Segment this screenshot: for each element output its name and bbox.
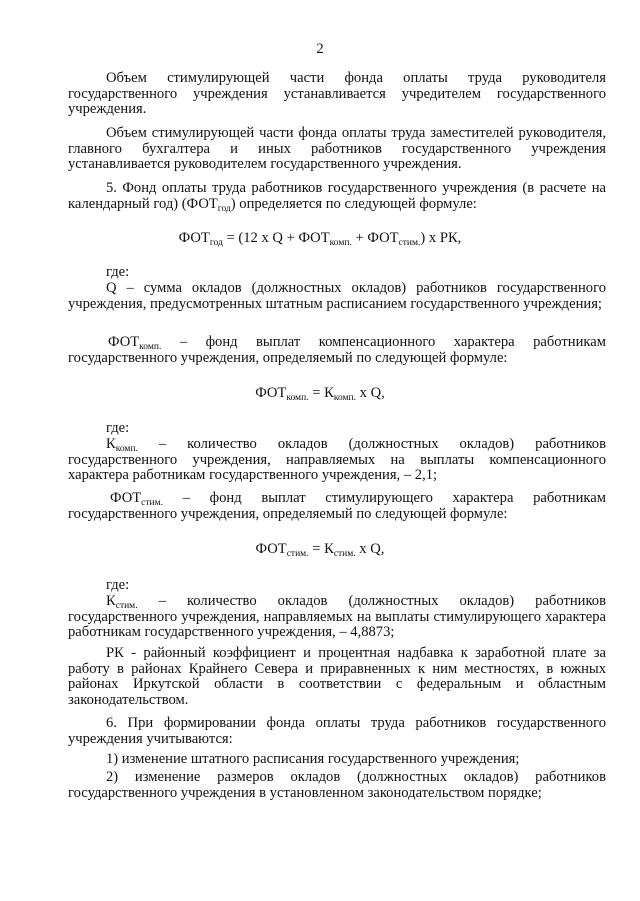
where-label-3: где: (106, 577, 130, 593)
list-item-2: 2) изменение размеров окладов (должностных окладов) работников государственного учреждения в установленном законодательством порядке; (68, 769, 606, 801)
definition-k-komp: $К_{комп.}$ – количество окладов (должностных окладов) работников государственного учреждения, направляемых на выплаты компенсационного характера работникам государственного учреждения, – 2,1; (68, 436, 606, 483)
paragraph-head-stimulating-fund: Объем стимулирующей части фонда оплаты труда руководителя государственного учреждения устанавливается учредителем государственного учреждения. (68, 70, 606, 117)
paragraph-deputies-stimulating-fund: Объем стимулирующей части фонда оплаты труда заместителей руководителя, главного бухгалтера и иных работников государственного учреждения устанавливается руководителем государственного учреждения. (68, 125, 606, 172)
definition-fot-stim: $ФОТ_{стим.}$ – фонд выплат стимулирующего характера работникам государственного учреждения, определяемый по следующей формуле: (68, 490, 606, 522)
definition-k-stim: $К_{стим.}$ – количество окладов (должностных окладов) работников государственного учреждения, направляемых на выплаты стимулирующего характера работникам государственного учреждения, – 4,8873; (68, 593, 606, 640)
page-number: 2 (316, 41, 324, 57)
list-item-1: 1) изменение штатного расписания государственного учреждения; (106, 751, 520, 767)
formula-annual-payroll: $ФОТ_{год} = (12$ х $Q + ФОТ_{комп.} + ФОТ_{стим.}$) х РК, (178, 230, 462, 248)
definition-fot-komp: $ФОТ_{комп.}$ – фонд выплат компенсационного характера работникам государственного учреждения, определяемый по следующей формуле: (68, 334, 606, 366)
definition-q: Q – сумма окладов (должностных окладов) работников государственного учреждения, предусмотренных штатным расписанием государственного учреждения; (68, 280, 606, 312)
definition-rk: РК - районный коэффициент и процентная надбавка к заработной плате за работу в районах Крайнего Севера и приравненных к ним местностях, в южных районах Иркутской области в соответствии с федеральным и областным законодательством. (68, 645, 606, 708)
paragraph-5-payroll-fund: 5. Фонд оплаты труда работников государственного учреждения (в расчете на календарный год) $(ФОТ_{год})$ определяется по следующей формуле: (68, 180, 606, 214)
formula-stimulating-fund: $ФОТ_{стим.} = К_{стим.}$ х Q, (255, 541, 385, 559)
where-label-2: где: (106, 420, 130, 436)
formula-compensation-fund: $ФОТ_{комп.} = К_{комп.}$ х Q, (255, 385, 385, 403)
where-label-1: где: (106, 264, 130, 280)
paragraph-6-considerations: 6. При формировании фонда оплаты труда работников государственного учреждения учитываются: (68, 715, 606, 747)
